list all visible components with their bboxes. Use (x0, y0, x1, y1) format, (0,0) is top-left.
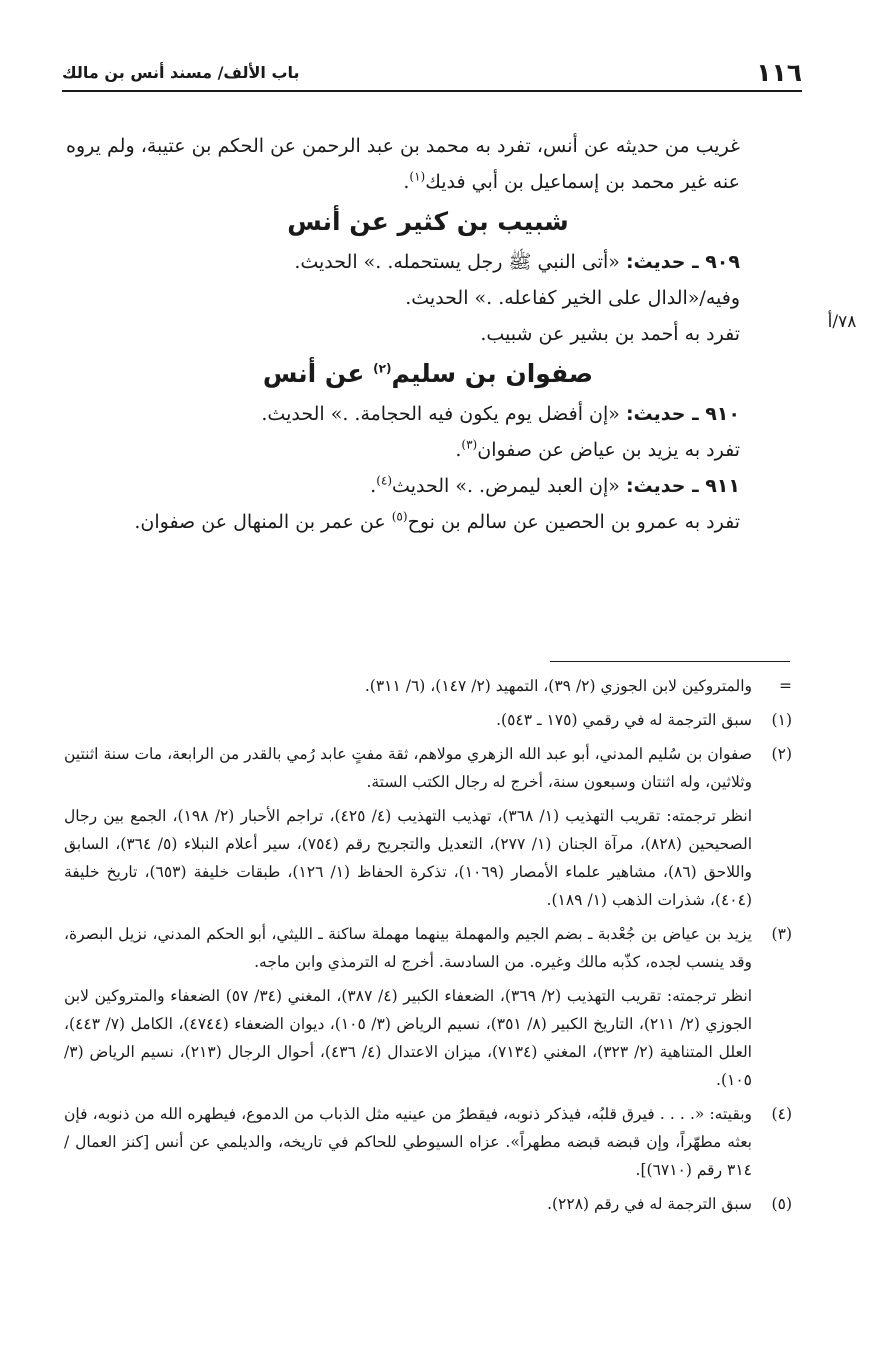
heading-text: عن أنس (262, 359, 374, 388)
footnote-text: والمتروكين لابن الجوزي (٢/ ٣٩)، التمهيد (٢/ ١٤٧)، (٦/ ٣١١). (364, 677, 752, 695)
footnote-number: (١) (771, 711, 792, 729)
footnote-item (64, 1190, 792, 1218)
footnote-item (64, 672, 792, 700)
page-header (62, 58, 802, 92)
tafarrud-text: تفرد به يزيد بن عياض عن صفوان (477, 439, 740, 461)
hadith-entry (66, 396, 790, 432)
running-title: باب الألف/ مسند أنس بن مالك (62, 63, 300, 82)
footnote-body (64, 1190, 752, 1218)
footnote-text: انظر ترجمته: تقريب التهذيب (٢/ ٣٦٩)، الضعفاء الكبير (٤/ ٣٨٧)، المغني (٣٤/ ٥٧) الضعفاء والمتروكين لابن الجوزي (٢/ ٢١١)، التاريخ الكبير (٨/ ٣٥١)، نسيم الرياض (٣/ ١٠٥)، ديوان الضعفاء (٤٧٤٤)، الكامل (٧/ ٤٤٣)، العلل المتناهية (٢/ ٣٢٣)، المغني (٧١٣٤)، ميزان الاعتدال (٤/ ٤٣٦)، أحوال الرجال (٢١٣)، نسيم الرياض (٣/ ١٠٥). (64, 987, 753, 1089)
hadith-label: ٩١٠ ـ حديث: (625, 403, 740, 425)
footnote-text: انظر ترجمته: تقريب التهذيب (١/ ٣٦٨)، تهذيب التهذيب (٤/ ٤٢٥)، تراجم الأحبار (٢/ ١٩٨)، الجمع بين رجال الصحيحين (٨٢٨)، مرآة الجنان (١/ ٢٧٧)، التعديل والتجريح رقم (٧٥٤)، سير أعلام النبلاء (٥/ ٣٦٤)، السابق واللاحق (٨٦)، مشاهير علماء الأمصار (١٠٦٩)، تذكرة الحفاظ (١/ ١٢٦)، طبقات خليفة (٦٥٣)، تاريخ خليفة (٤٠٤)، شذرات الذهب (١/ ١٨٩). (64, 807, 753, 909)
footnote-number: (٥) (771, 1195, 792, 1213)
footnote-text: سبق الترجمة له في رقم (٢٢٨). (547, 1195, 752, 1213)
hadith-label: ٩٠٩ ـ حديث: (625, 251, 740, 273)
hadith-note: وفيه/«الدال على الخير كفاعله. .» الحديث. (405, 287, 740, 309)
footnote-item (64, 706, 792, 734)
footnote-ref: (٣) (461, 437, 478, 452)
header-rule (62, 90, 802, 92)
footnote-item (64, 920, 792, 1094)
section-heading: شبيب بن كثير عن أنس (287, 207, 569, 236)
footnote-ref: (٥) (391, 509, 408, 524)
footnote-ref: (١) (409, 169, 426, 184)
footnotes (64, 672, 792, 1224)
footnote-text: صفوان بن سُليم المدني، أبو عبد الله الزهري مولاهم، ثقة مفتٍ عابد رُمي بالقدر من الرابعة، مات سنة اثنتين وثلاثين، وله اثنتان وسبعون سنة، أخرج له رجال الكتب الستة. (64, 745, 752, 791)
footnote-number: = (779, 677, 792, 695)
footnote-text: يزيد بن عياض بن جُعْدبة ـ بضم الجيم والمهملة بينهما مهملة ساكنة ـ الليثي، أبو الحكم المدني، نزيل البصرة، وقد ينسب لجده، كذّبه مالك وغيره. من السادسة. أخرج له الترمذي وابن ماجه. (64, 925, 752, 971)
section-heading (66, 352, 790, 396)
footnote-ref: (٤) (376, 473, 393, 488)
footnote-body (64, 920, 752, 1094)
footnote-body (64, 706, 752, 734)
tafarrud-text: تفرد به عمرو بن الحصين عن سالم بن نوح (407, 511, 740, 533)
footnote-body (64, 740, 752, 914)
footnote-text: سبق الترجمة له في رقمي (١٧٥ ـ ٥٤٣). (496, 711, 752, 729)
margin-folio-note: ٧٨/أ (827, 312, 857, 332)
footnote-number: (٢) (771, 745, 792, 763)
hadith-entry: ٩١١ ـ حديث: «إن العبد ليمرض. .» الحديث$^{(٤)}$. (370, 473, 740, 497)
hadith-label: ٩١١ ـ حديث: (625, 475, 740, 497)
tafarrud-note: تفرد به أحمد بن بشير عن شبيب. (480, 323, 740, 345)
footnote-item (64, 1100, 792, 1184)
footnote-number: (٤) (771, 1105, 792, 1123)
page-number: ١١٦ (756, 58, 802, 87)
hadith-text: «أتى النبي ﷺ رجل يستحمله. .» الحديث. (294, 251, 620, 273)
tafarrud-note: تفرد به يزيد بن عياض عن صفوان$^{(٣)}$. (455, 437, 740, 461)
footnote-ref: (٢) (373, 361, 392, 376)
tafarrud-text: عن عمر بن المنهال عن صفوان. (134, 511, 392, 533)
footnote-item (64, 740, 792, 914)
tafarrud-note (66, 504, 790, 540)
hadith-text: «إن أفضل يوم يكون فيه الحجامة. .» الحديث. (261, 403, 620, 425)
footnote-separator (550, 661, 790, 662)
footnote-text: وبقيته: «. . . . فيرق قلبُه، فيذكر ذنوبه، فيقطرُ من عينيه مثل الذباب من الدموع، فيطهره الله من ذنوبه، فإن بعثه مطهّراً، وإن قبضه قبضه مطهراً». عزاه السيوطي للحاكم في تاريخه، والديلمي عن أنس [كنز العمال / ٣١٤ رقم (٦٧١٠)]. (64, 1105, 752, 1179)
footnote-body (64, 1100, 752, 1184)
heading-text: صفوان بن سليم (391, 359, 594, 388)
paragraph: غريب من حديثه عن أنس، تفرد به محمد بن عبد الرحمن عن الحكم بن عتيبة، ولم يروه عنه غير محمد بن إسماعيل بن أبي فديك$^{(١)}$. (66, 135, 740, 193)
hadith-entry (66, 244, 790, 280)
hadith-text: «إن العبد ليمرض. .» الحديث (392, 475, 620, 497)
footnote-number: (٣) (771, 925, 792, 943)
footnote-body (64, 672, 752, 700)
paragraph-text: غريب من حديثه عن أنس، تفرد به محمد بن عبد الرحمن عن الحكم بن عتيبة، ولم يروه عنه غير محمد بن إسماعيل بن أبي فديك (66, 135, 740, 193)
main-text (66, 128, 790, 540)
